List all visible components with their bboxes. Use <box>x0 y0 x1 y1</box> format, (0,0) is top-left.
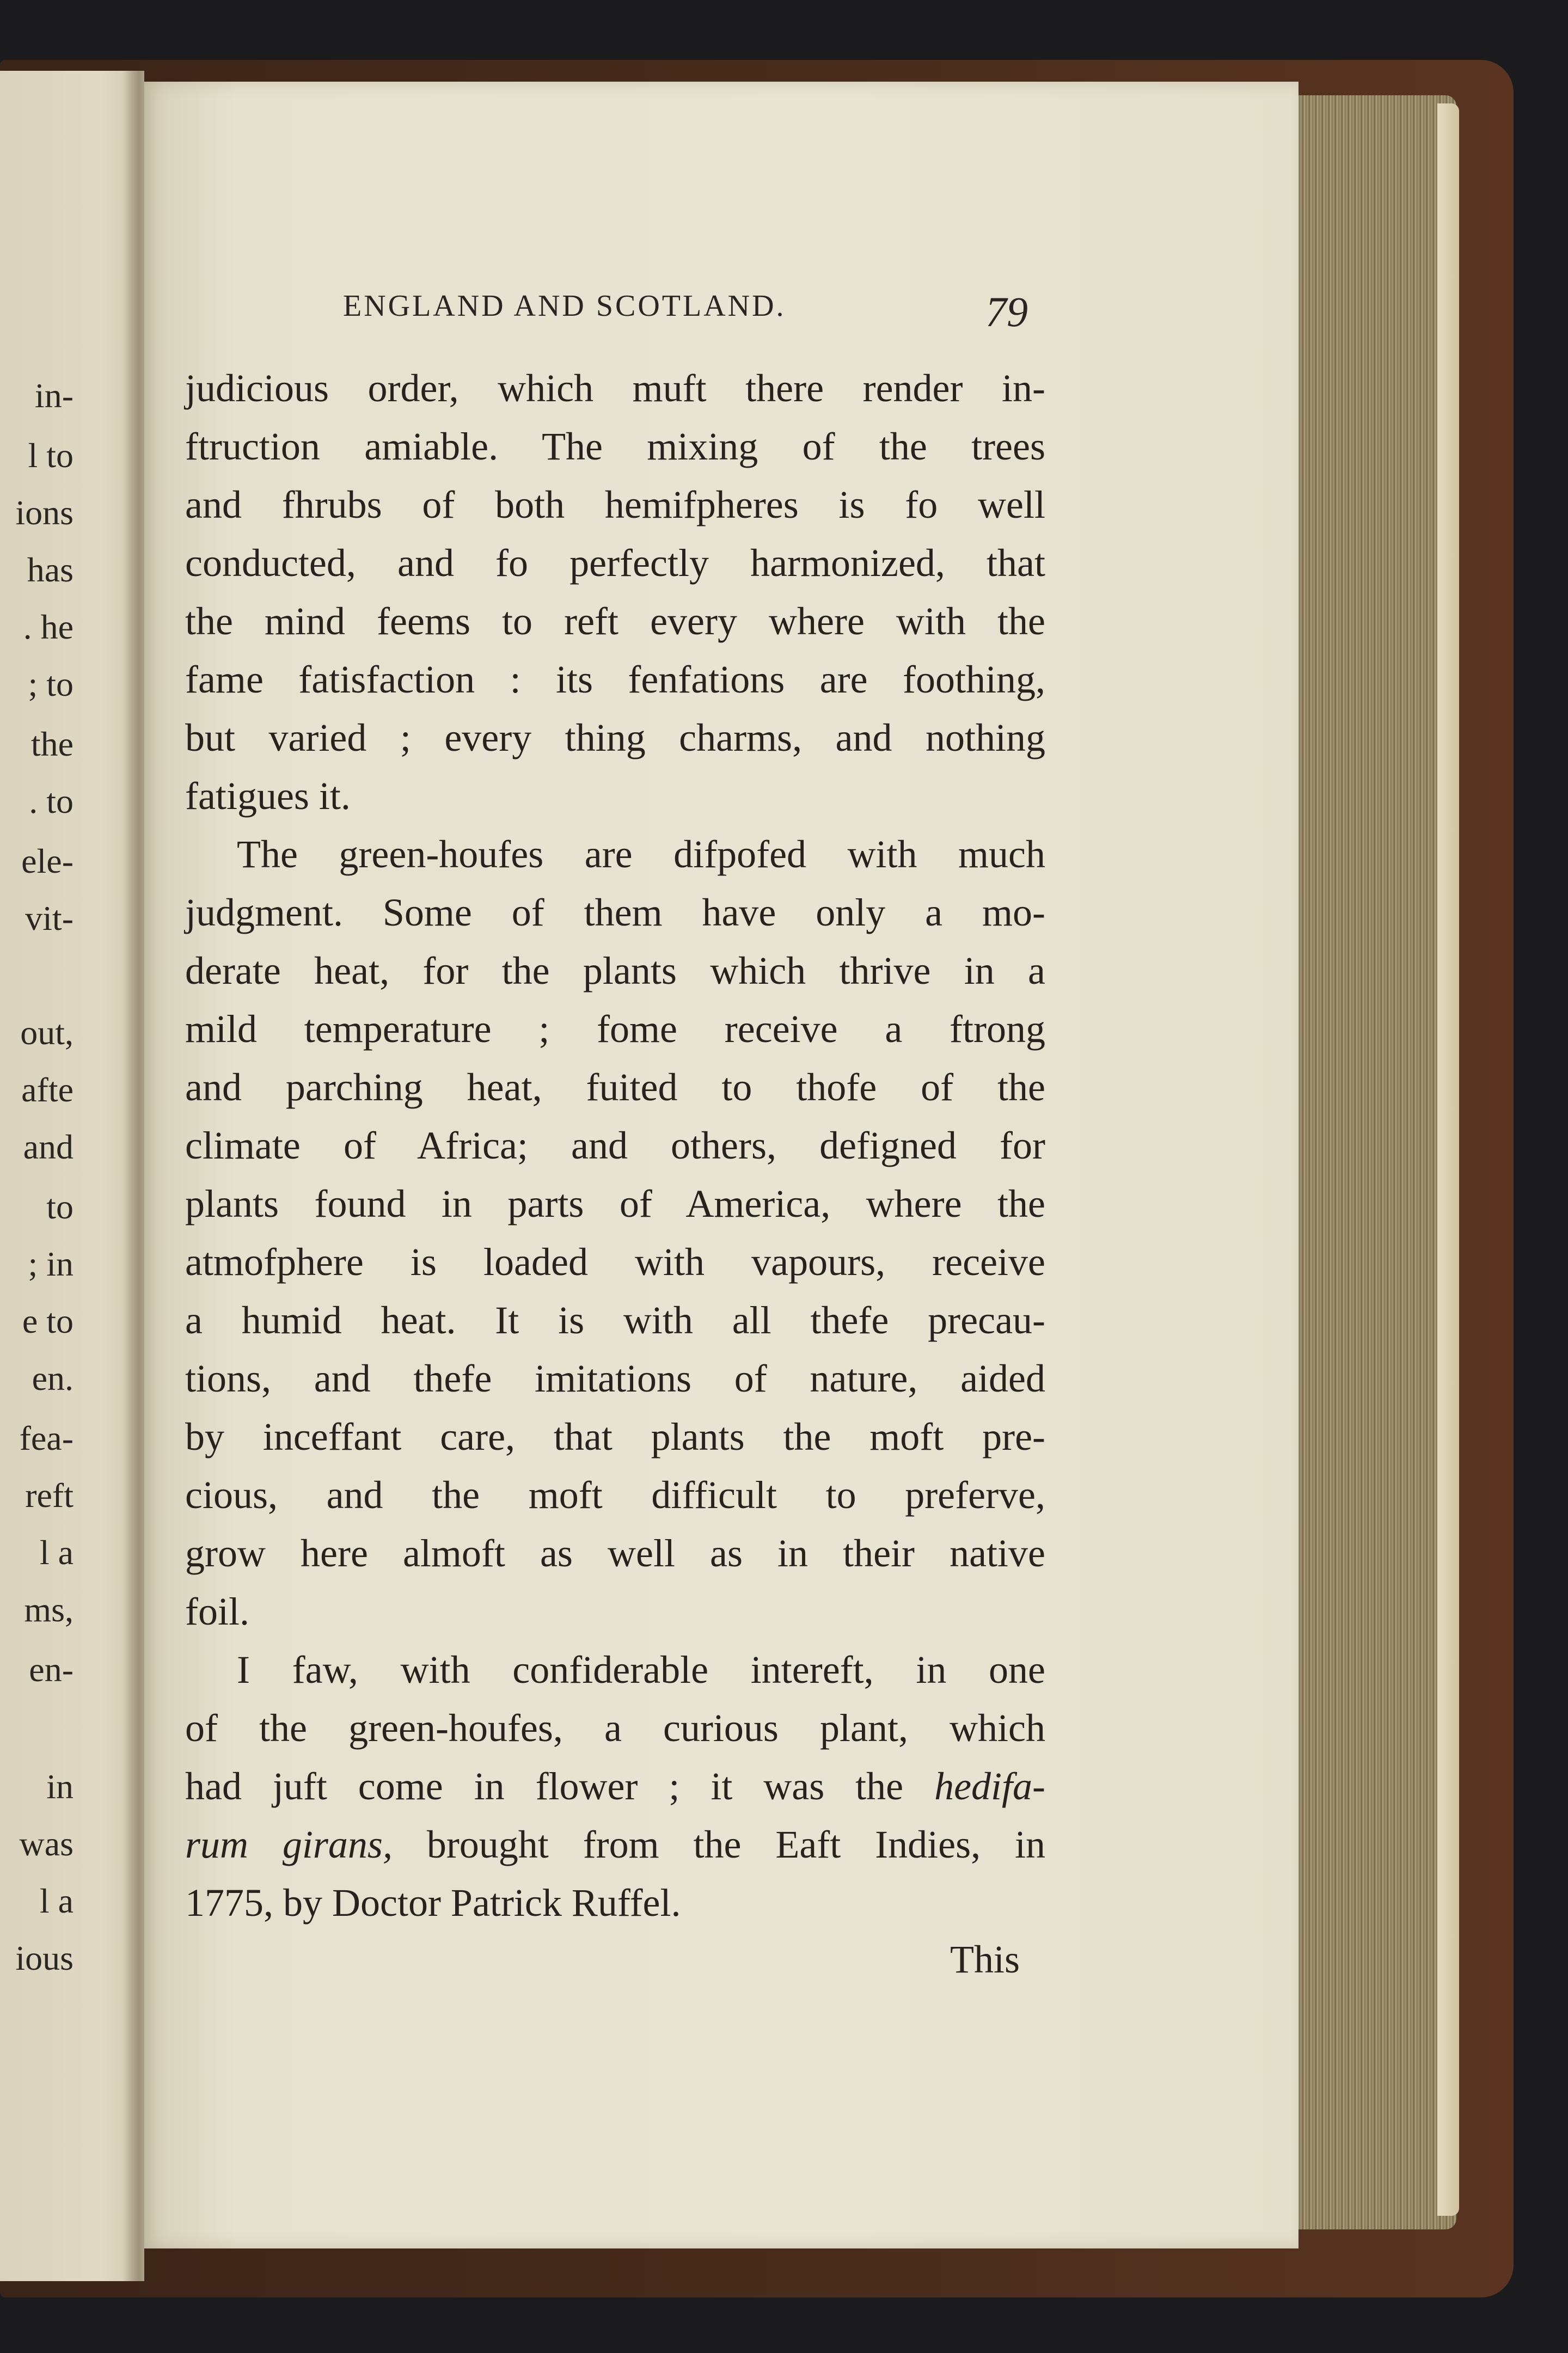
left-page-word: and <box>23 1128 74 1166</box>
running-head: ENGLAND AND SCOTLAND. <box>343 289 786 323</box>
text-line: climate of Africa; and others, defigned for <box>185 1124 1045 1167</box>
page-fore-edge <box>1293 95 1456 2229</box>
left-page-word: ions <box>15 493 74 532</box>
text-line: mild temperature ; fome receive a ftrong <box>185 1007 1045 1051</box>
italic-fragment: hedifa- <box>934 1764 1046 1808</box>
left-page-word: ele- <box>21 842 74 880</box>
left-page-word: reft <box>25 1476 74 1515</box>
text-line: by inceffant care, that plants the moft pre- <box>185 1415 1045 1459</box>
left-page-word: has <box>27 550 74 589</box>
text-fragment: brought from the Eaft Indies, in <box>392 1823 1046 1866</box>
text-line: judgment. Some of them have only a mo- <box>185 891 1045 934</box>
left-page-word: vit- <box>25 899 74 937</box>
text-line: but varied ; every thing charms, and nothing <box>185 716 1045 759</box>
left-page-word: . he <box>23 608 74 646</box>
text-line: judicious order, which muft there render in- <box>185 366 1045 410</box>
text-line-mixed <box>185 1757 1045 1816</box>
left-page-word: l a <box>39 1882 74 1920</box>
left-page-word: ; in <box>28 1245 74 1283</box>
text-line: and parching heat, fuited to thofe of the <box>185 1065 1045 1109</box>
text-line: The green-houfes are difpofed with much <box>237 832 1045 876</box>
text-line: tions, and thefe imitations of nature, aided <box>185 1357 1045 1400</box>
left-page-word: in- <box>34 376 74 415</box>
page-edge-highlight <box>1437 103 1459 2216</box>
text-line: cious, and the moft difficult to preferve, <box>185 1473 1045 1517</box>
text-fragment: had juft come in flower ; it was the <box>185 1764 904 1808</box>
italic-fragment: rum girans, <box>185 1823 393 1866</box>
text-line: and fhrubs of both hemifpheres is fo well <box>185 483 1045 526</box>
left-page-word: was <box>19 1824 74 1863</box>
text-line: I faw, with confiderable intereft, in one <box>237 1648 1045 1692</box>
left-page-word: en. <box>32 1359 74 1398</box>
text-line: derate heat, for the plants which thrive in a <box>185 949 1045 992</box>
left-page-word: ious <box>15 1939 74 1977</box>
left-page-word: afte <box>21 1070 74 1109</box>
left-page-word: out, <box>20 1013 74 1052</box>
left-page-word: to <box>46 1187 74 1226</box>
text-line: plants found in parts of America, where the <box>185 1182 1045 1225</box>
left-page-word: the <box>30 725 74 763</box>
catchword: This <box>950 1938 1020 1981</box>
left-page-word: fea- <box>19 1419 74 1457</box>
text-line: fatigues it. <box>185 774 351 818</box>
left-page-word: in <box>46 1767 74 1806</box>
left-page-word: ms, <box>24 1590 74 1629</box>
text-line: ftruction amiable. The mixing of the trees <box>185 425 1045 468</box>
left-page-word: ; to <box>28 665 74 703</box>
text-line-mixed <box>185 1816 1045 1874</box>
left-page-word: l to <box>28 436 74 475</box>
text-line: grow here almoft as well as in their native <box>185 1531 1045 1575</box>
text-line: fame fatisfaction : its fenfations are foothing, <box>185 658 1045 701</box>
text-line: conducted, and fo perfectly harmonized, that <box>185 541 1045 585</box>
text-line: atmofphere is loaded with vapours, receive <box>185 1240 1045 1284</box>
body-text <box>185 359 1045 1932</box>
text-line: 1775, by Doctor Patrick Ruffel. <box>185 1881 681 1925</box>
left-page-word: en- <box>29 1650 74 1689</box>
text-line: foil. <box>185 1590 249 1633</box>
left-page-word: l a <box>39 1533 74 1572</box>
text-line: the mind feems to reft every where with the <box>185 599 1045 643</box>
text-line: a humid heat. It is with all thefe precau- <box>185 1298 1045 1342</box>
left-page-word: e to <box>22 1302 74 1340</box>
page-number: 79 <box>985 288 1028 335</box>
left-page-word: . to <box>29 782 74 820</box>
text-line: of the green-houfes, a curious plant, which <box>185 1706 1045 1750</box>
